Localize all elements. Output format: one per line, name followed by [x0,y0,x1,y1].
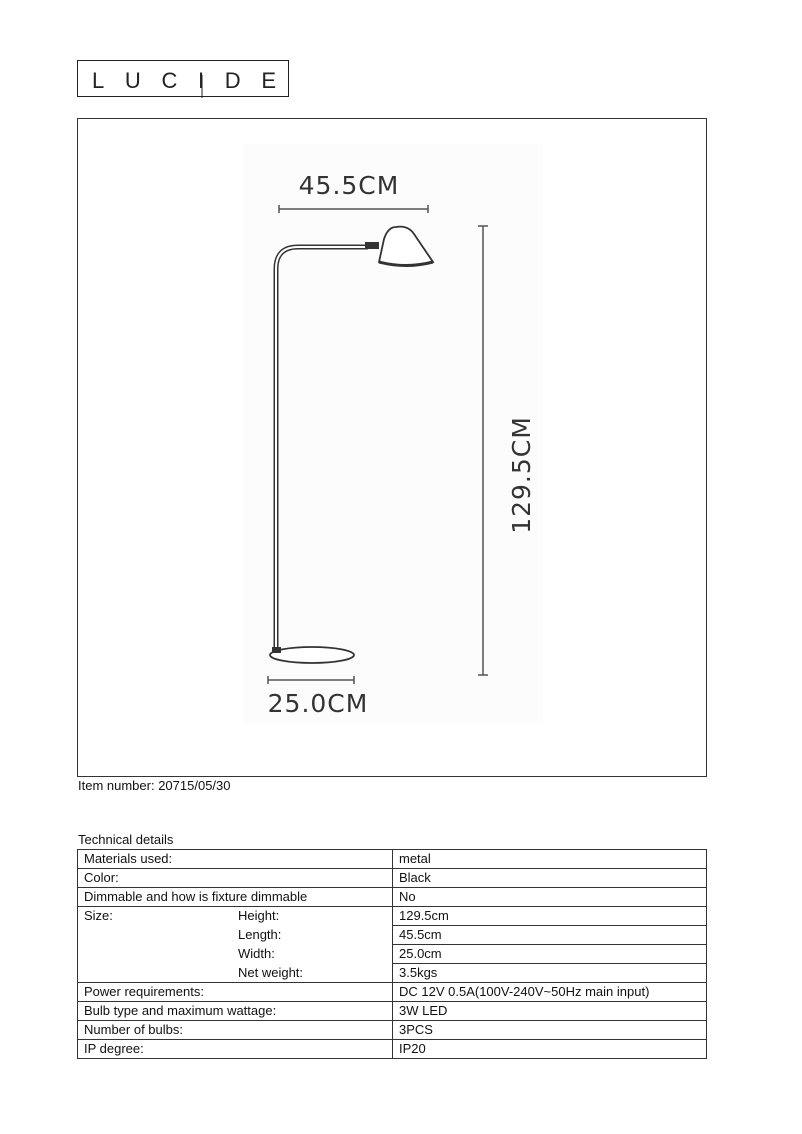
logo-lettering [78,61,290,98]
spec-value: metal [393,850,707,869]
table-row [78,869,707,888]
table-row [78,964,707,983]
table-row [78,1002,707,1021]
lamp-joint [365,242,379,249]
spec-label: Bulb type and maximum wattage: [78,1002,393,1021]
spec-value: 45.5cm [393,926,707,945]
logo-text: LUCIDE [92,68,276,93]
lamp-base [270,647,354,663]
table-row [78,945,707,964]
item-number: Item number: 20715/05/30 [78,778,231,793]
spec-label: IP degree: [78,1040,393,1059]
spec-sublabel: Width: [238,945,275,961]
spec-value: 129.5cm [393,907,707,926]
size-label-cell [78,964,393,983]
size-label-cell [78,907,393,926]
base-dimension-label: 25.0CM [267,689,369,718]
technical-details-title: Technical details [78,832,174,847]
technical-details-table [77,849,707,1059]
size-label-cell [78,926,393,945]
table-row [78,1021,707,1040]
spec-label: Size: [84,908,113,924]
spec-label: Color: [78,869,393,888]
size-label-cell [78,945,393,964]
height-dimension-label: 129.5CM [507,416,536,534]
spec-value: 3PCS [393,1021,707,1040]
spec-sublabel: Net weight: [238,964,304,980]
table-row [78,850,707,869]
spec-label: Dimmable and how is fixture dimmable [78,888,393,907]
width-dimension-label: 45.5CM [298,171,400,200]
table-row [78,926,707,945]
table-row [78,1040,707,1059]
spec-label: Materials used: [78,850,393,869]
spec-value: Black [393,869,707,888]
spec-label: Number of bulbs: [78,1021,393,1040]
spec-sublabel: Length: [238,926,282,942]
spec-value: 25.0cm [393,945,707,964]
table-row [78,907,707,926]
brand-logo [77,60,289,97]
technical-drawing [77,118,707,777]
spec-value: 3.5kgs [393,964,707,983]
spec-value: 3W LED [393,1002,707,1021]
spec-value: DC 12V 0.5A(100V-240V~50Hz main input) [393,983,707,1002]
spec-label: Power requirements: [78,983,393,1002]
table-row [78,983,707,1002]
spec-sublabel: Height: [238,908,280,923]
table-row [78,888,707,907]
spec-value: IP20 [393,1040,707,1059]
floor-lamp-drawing [78,119,708,778]
lamp-base-foot [272,647,281,653]
spec-value: No [393,888,707,907]
